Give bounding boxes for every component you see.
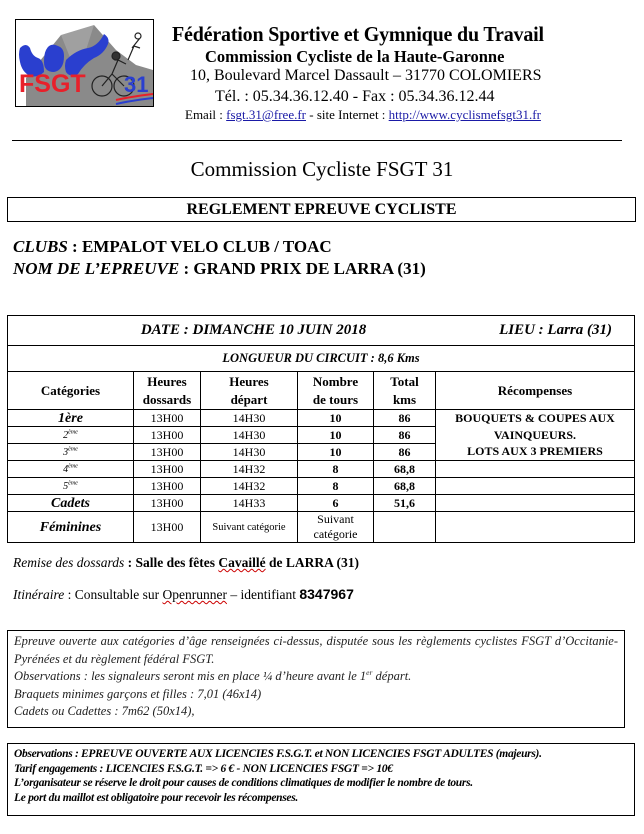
recompense: BOUQUETS & COUPES AUX [436, 410, 635, 427]
conditions-line: L’organisateur se réserve le droit pour causes de conditions climatiques de modifier le nombre de tours. [14, 777, 473, 789]
obs-line: Observations : les signaleurs seront mis en place ¼ d’heure avant le 1er départ. [14, 667, 412, 683]
table-row [8, 427, 635, 444]
depart-time: 14H30 [201, 410, 298, 427]
conditions-box [7, 743, 635, 816]
col-header-categories: Catégories [8, 372, 134, 410]
recompense: LOTS AUX 3 PREMIERS [436, 444, 635, 461]
depart-time: Suivant catégorie [201, 512, 298, 543]
total-kms: 86 [374, 444, 436, 461]
category: 3ème [8, 444, 134, 461]
phone-fax: Tél. : 05.34.36.12.40 - Fax : 05.34.36.12.44 [215, 88, 495, 105]
race-table [7, 315, 635, 543]
logo-graphic [16, 20, 153, 106]
dossards-time: 13H00 [134, 512, 201, 543]
dossards-time: 13H00 [134, 495, 201, 512]
category: Féminines [8, 512, 134, 543]
col-header-kms: Total kms [374, 372, 436, 410]
clubs-value: EMPALOT VELO CLUB / TOAC [81, 237, 332, 256]
conditions-line: Le port du maillot est obligatoire pour recevoir les récompenses. [14, 791, 298, 804]
remise-dossards-line: Remise des dossards : Salle des fêtes Cavaillé de LARRA (31) [13, 555, 359, 570]
table-row [8, 410, 635, 427]
email-label: Email : [185, 107, 227, 122]
category: Cadets [8, 495, 134, 512]
federation-name: Fédération Sportive et Gymnique du Travail [172, 22, 544, 46]
recompense [436, 512, 635, 543]
recompense [436, 495, 635, 512]
contact-line [185, 107, 541, 123]
epreuve-value: GRAND PRIX DE LARRA (31) [193, 259, 426, 278]
depart-time: 14H30 [201, 444, 298, 461]
obs-line: Cadets ou Cadettes : 7m62 (50x14), [14, 704, 195, 718]
depart-time: 14H33 [201, 495, 298, 512]
itineraire-line: Itinéraire : Consultable sur Openrunner – identifiant 8347967 [13, 586, 354, 602]
epreuve-sep: : [179, 259, 194, 278]
clubs-line [13, 237, 332, 257]
itineraire-label: Itinéraire [13, 587, 65, 602]
remise-place: Salle des fêtes [135, 555, 219, 570]
col-header-dossards: Heures dossards [134, 372, 201, 410]
email-link[interactable]: fsgt.31@free.fr [226, 107, 306, 122]
laps: 8 [298, 461, 374, 478]
document-title: Commission Cycliste FSGT 31 [190, 157, 454, 181]
total-kms: 68,8 [374, 461, 436, 478]
observations-box [7, 630, 625, 728]
depart-time: 14H30 [201, 427, 298, 444]
clubs-sep: : [67, 237, 82, 256]
dossards-time: 13H00 [134, 427, 201, 444]
conditions-line: Observations : EPREUVE OUVERTE AUX LICENCIES F.S.G.T. et NON LICENCIES FSGT ADULTES (majeurs). [14, 748, 542, 760]
epreuve-line [13, 259, 426, 279]
header-divider [12, 140, 622, 141]
commission-name: Commission Cycliste de la Haute-Garonne [205, 47, 505, 66]
race-location: LIEU : Larra (31) [499, 322, 612, 338]
total-kms: 51,6 [374, 495, 436, 512]
laps: 10 [298, 444, 374, 461]
total-kms: 86 [374, 410, 436, 427]
category: 1ère [8, 410, 134, 427]
table-header [8, 372, 635, 410]
reglement-heading: REGLEMENT EPREUVE CYCLISTE [7, 197, 636, 222]
depart-time: 14H32 [201, 461, 298, 478]
logo-text-fsgt: FSGT [19, 70, 86, 98]
openrunner-text: Openrunner [162, 587, 227, 602]
date-row [8, 316, 635, 346]
recompense [436, 478, 635, 495]
dossards-time: 13H00 [134, 461, 201, 478]
clubs-label: CLUBS [13, 237, 68, 256]
table-row [8, 512, 635, 543]
category: 2ème [8, 427, 134, 444]
logo-text-31: 31 [124, 72, 149, 97]
address: 10, Boulevard Marcel Dassault – 31770 COLOMIERS [190, 67, 542, 84]
laps: 10 [298, 427, 374, 444]
col-header-recompenses: Récompenses [436, 372, 635, 410]
table-row [8, 495, 635, 512]
circuit-length: LONGUEUR DU CIRCUIT : 8,6 Kms [8, 346, 635, 372]
site-label: - site Internet : [306, 107, 389, 122]
length-row [8, 346, 635, 372]
obs-line: Braquets minimes garçons et filles : 7,01 (46x14) [14, 686, 262, 701]
laps: 10 [298, 410, 374, 427]
laps: 6 [298, 495, 374, 512]
table-row [8, 461, 635, 478]
table-row [8, 478, 635, 495]
recompense [436, 461, 635, 478]
col-header-tours: Nombre de tours [298, 372, 374, 410]
depart-time: 14H32 [201, 478, 298, 495]
obs-line: Epreuve ouverte aux catégories d’âge renseignées ci-dessus, disputée sous les règlements cyclistes FSGT d’Occitanie- Pyrénées et du règlement fédéral FSGT. [14, 634, 618, 666]
total-kms [374, 512, 436, 543]
laps: 8 [298, 478, 374, 495]
dossards-time: 13H00 [134, 444, 201, 461]
dossards-time: 13H00 [134, 410, 201, 427]
openrunner-id: 8347967 [299, 586, 354, 602]
total-kms: 68,8 [374, 478, 436, 495]
total-kms: 86 [374, 427, 436, 444]
race-date: DATE : DIMANCHE 10 JUIN 2018 [140, 322, 367, 338]
conditions-line: Tarif engagements : LICENCIES F.S.G.T. => 6 € - NON LICENCIES FSGT => 10€ [14, 762, 393, 775]
website-link[interactable]: http://www.cyclismefsgt31.fr [388, 107, 541, 122]
category: 4ème [8, 461, 134, 478]
remise-label: Remise des dossards [13, 555, 125, 570]
col-header-depart: Heures départ [201, 372, 298, 410]
category: 5ème [8, 478, 134, 495]
laps: Suivant catégorie [298, 512, 374, 543]
recompense: VAINQUEURS. [436, 427, 635, 444]
epreuve-label: NOM DE L’EPREUVE [13, 259, 180, 278]
fsgt31-logo [15, 19, 154, 107]
dossards-time: 13H00 [134, 478, 201, 495]
table-row [8, 444, 635, 461]
